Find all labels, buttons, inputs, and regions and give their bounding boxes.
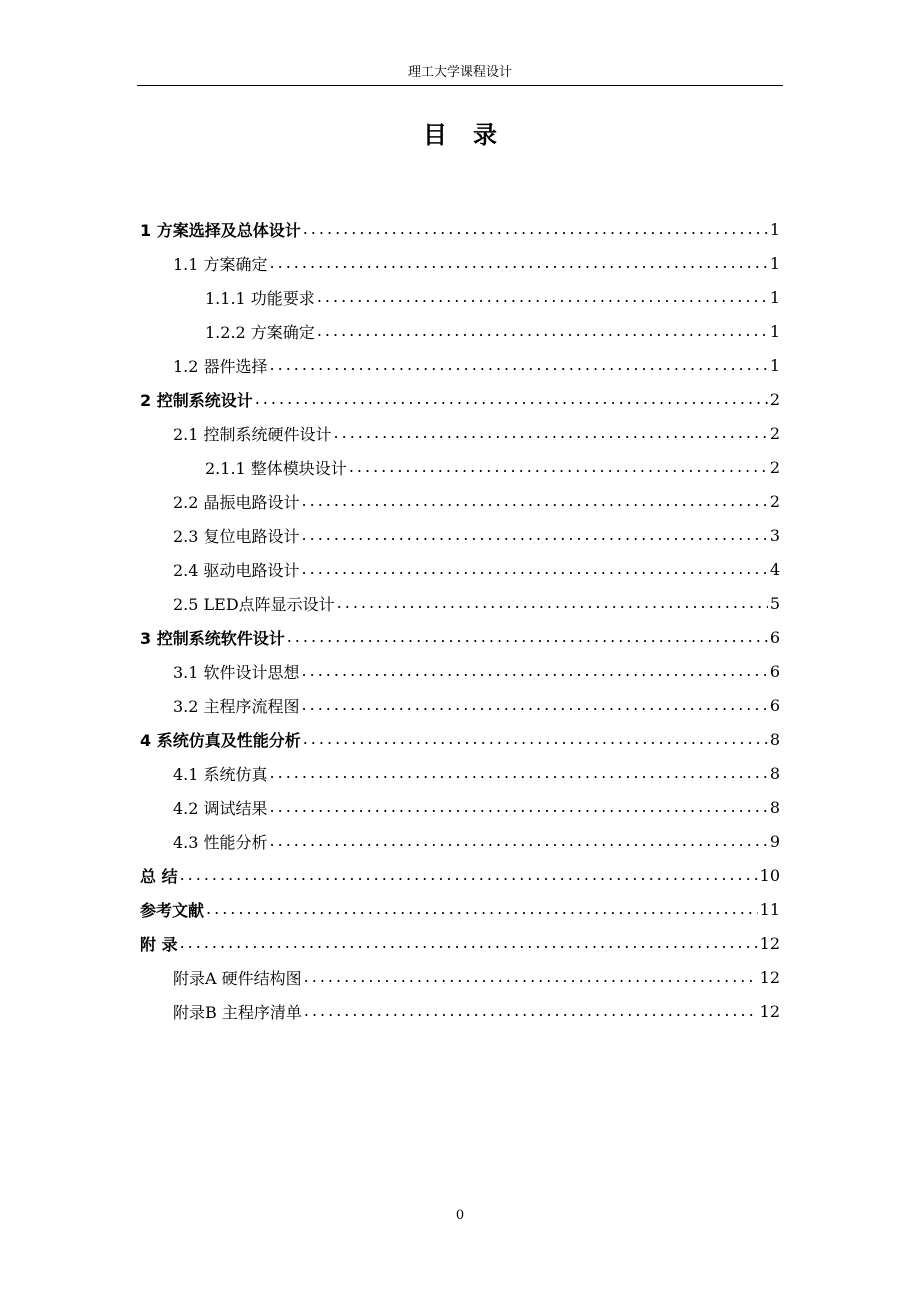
toc-entry-page: 1 <box>769 287 780 307</box>
toc-entry-page: 8 <box>769 763 780 783</box>
toc-entry-label: 2 控制系统设计 <box>140 390 253 410</box>
toc-leader <box>302 493 768 509</box>
toc-entry-page: 11 <box>759 899 780 919</box>
table-of-contents <box>140 212 780 1028</box>
toc-entry-label: 1.2.2 方案确定 <box>205 322 315 342</box>
toc-leader <box>206 901 758 917</box>
toc-leader <box>270 833 768 849</box>
toc-entry-page: 1 <box>769 355 780 375</box>
toc-entry[interactable] <box>140 246 780 280</box>
header-text: 理工大学课程设计 <box>407 65 512 80</box>
toc-entry-page: 5 <box>769 593 780 613</box>
toc-entry-label: 3.1 软件设计思想 <box>173 662 300 682</box>
toc-entry-label: 4.3 性能分析 <box>173 832 268 852</box>
toc-leader <box>270 765 768 781</box>
toc-entry-label: 总 结 <box>140 866 178 886</box>
toc-entry-label: 4.1 系统仿真 <box>173 764 268 784</box>
toc-leader <box>349 459 768 475</box>
toc-entry[interactable] <box>140 926 780 960</box>
toc-entry[interactable] <box>140 450 780 484</box>
toc-entry[interactable] <box>140 722 780 756</box>
toc-entry-page: 2 <box>769 423 780 443</box>
toc-entry-label: 4.2 调试结果 <box>173 798 268 818</box>
toc-leader <box>287 629 768 645</box>
toc-entry-page: 1 <box>769 253 780 273</box>
toc-entry-page: 8 <box>769 797 780 817</box>
toc-entry-page: 2 <box>769 457 780 477</box>
toc-entry-label: 1.2 器件选择 <box>173 356 268 376</box>
toc-entry-label: 附 录 <box>140 934 178 954</box>
toc-leader <box>303 221 768 237</box>
toc-entry-page: 2 <box>769 389 780 409</box>
toc-leader <box>180 867 758 883</box>
toc-entry-label: 2.2 晶振电路设计 <box>173 492 300 512</box>
toc-entry-page: 9 <box>769 831 780 851</box>
toc-entry[interactable] <box>140 382 780 416</box>
toc-entry-label: 1 方案选择及总体设计 <box>140 220 301 240</box>
toc-leader <box>270 255 768 271</box>
toc-entry-page: 4 <box>769 559 780 579</box>
toc-entry-label: 2.5 LED点阵显示设计 <box>173 594 335 614</box>
toc-entry-label: 参考文献 <box>140 900 205 920</box>
toc-entry[interactable] <box>140 994 780 1028</box>
toc-entry[interactable] <box>140 858 780 892</box>
toc-leader <box>302 527 768 543</box>
toc-entry[interactable] <box>140 314 780 348</box>
toc-entry-label: 3 控制系统软件设计 <box>140 628 285 648</box>
toc-leader <box>317 323 768 339</box>
toc-entry-label: 3.2 主程序流程图 <box>173 696 300 716</box>
toc-entry[interactable] <box>140 892 780 926</box>
toc-entry-page: 2 <box>769 491 780 511</box>
toc-leader <box>304 1003 758 1019</box>
toc-entry-label: 1.1.1 功能要求 <box>205 288 315 308</box>
toc-entry-page: 6 <box>769 661 780 681</box>
toc-leader <box>302 561 768 577</box>
toc-entry-label: 附录A 硬件结构图 <box>173 968 302 988</box>
toc-entry-label: 1.1 方案确定 <box>173 254 268 274</box>
toc-entry-label: 附录B 主程序清单 <box>173 1002 302 1022</box>
toc-entry-label: 2.4 驱动电路设计 <box>173 560 300 580</box>
toc-entry[interactable] <box>140 756 780 790</box>
toc-entry-page: 12 <box>759 1001 780 1021</box>
toc-entry-page: 10 <box>759 865 780 885</box>
toc-leader <box>317 289 768 305</box>
toc-entry-label: 2.1 控制系统硬件设计 <box>173 424 332 444</box>
toc-leader <box>302 697 768 713</box>
toc-entry-label: 2.3 复位电路设计 <box>173 526 300 546</box>
toc-entry[interactable] <box>140 620 780 654</box>
toc-leader <box>255 391 768 407</box>
toc-entry-page: 1 <box>769 219 780 239</box>
toc-leader <box>337 595 768 611</box>
toc-entry[interactable] <box>140 416 780 450</box>
page-number: 0 <box>455 1208 465 1223</box>
toc-leader <box>270 799 768 815</box>
toc-entry[interactable] <box>140 348 780 382</box>
toc-entry[interactable] <box>140 688 780 722</box>
toc-entry[interactable] <box>140 654 780 688</box>
toc-entry[interactable] <box>140 552 780 586</box>
toc-leader <box>302 663 768 679</box>
page-title: 目录 <box>423 121 523 149</box>
toc-entry-page: 1 <box>769 321 780 341</box>
toc-leader <box>334 425 768 441</box>
toc-entry-page: 6 <box>769 627 780 647</box>
toc-leader <box>303 731 768 747</box>
toc-entry-page: 8 <box>769 729 780 749</box>
toc-entry-page: 3 <box>769 525 780 545</box>
toc-leader <box>180 935 758 951</box>
toc-entry-page: 6 <box>769 695 780 715</box>
toc-entry-page: 12 <box>759 933 780 953</box>
toc-entry[interactable] <box>140 212 780 246</box>
toc-entry[interactable] <box>140 790 780 824</box>
running-header <box>137 64 783 86</box>
toc-entry-label: 4 系统仿真及性能分析 <box>140 730 301 750</box>
toc-entry[interactable] <box>140 960 780 994</box>
toc-entry[interactable] <box>140 518 780 552</box>
toc-entry-page: 12 <box>759 967 780 987</box>
toc-leader <box>270 357 768 373</box>
toc-entry[interactable] <box>140 586 780 620</box>
toc-entry-label: 2.1.1 整体模块设计 <box>205 458 347 478</box>
toc-entry[interactable] <box>140 484 780 518</box>
toc-leader <box>304 969 758 985</box>
toc-entry[interactable] <box>140 280 780 314</box>
toc-entry[interactable] <box>140 824 780 858</box>
